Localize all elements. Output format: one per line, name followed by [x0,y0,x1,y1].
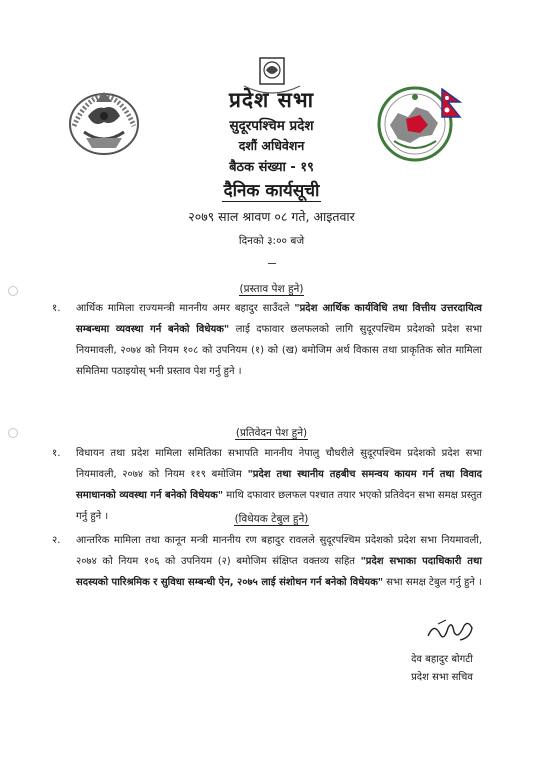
meeting-time: दिनको ३:०० बजे [238,235,305,247]
agenda-item [52,298,482,382]
agenda-item-text: विधायन तथा प्रदेश मामिला समितिका सभापति माननीय नेपालु चौधरीले सुदूरपश्चिम प्रदेशको प्रदेश सभा नियमावली, २०७४ को नियम ११९ बमोजिम "प्रदेश तथा स्थानीय तहबीच समन्वय कायम गर्न तथा विवाद समाधानको व्यवस्था गर्न बनेको विधेयक" माथि दफावार छलफल पश्चात तयार भएको प्रतिवेदन सभा समक्ष प्रस्तुत गर्नु हुने । [76,448,483,522]
agenda-item [52,530,482,593]
session-label: दशौं अधिवेशन [238,138,305,153]
agenda-item-number: २. [52,535,61,546]
section-heading-bill [0,512,543,526]
page-title-text: दैनिक कार्यसूची [223,181,320,201]
meeting-date: २०७९ साल श्रावण ०८ गते, आइतवार [188,209,355,224]
punch-hole-mark [8,286,18,296]
section-heading-text: (प्रस्ताव पेश हुने) [239,283,304,295]
section-heading-report [0,426,543,440]
agenda-item-number: १. [52,448,61,459]
signature-icon [424,616,476,646]
section-heading-text: (विधेयक टेबुल हुने) [234,513,309,525]
divider-dash [268,263,276,264]
agenda-item-text: आन्तरिक मामिला तथा कानून मन्त्री माननीय रण बहादुर रावलले सुदूरपश्चिम प्रदेशको प्रदेश सभा नियमावली, २०७४ को नियम १०६ को उपनियम (२) बमोजिम संक्षिप्त वक्तव्य सहित "प्रदेश सभाका पदाधिकारी तथा सदस्यको पारिश्रमिक र सुविधा सम्बन्धी ऐन, २०७५ लाई संशोधन गर्न बनेको विधेयक" सभा समक्ष टेबुल गर्नु हुने । [76,535,482,588]
signatory-title: प्रदेश सभा सचिव [411,672,473,683]
agenda-item-text: आर्थिक मामिला राज्यमन्त्री माननीय अमर बहादुर साउँदले "प्रदेश आर्थिक कार्यविधि तथा वित्तीय उत्तरदायित्व सम्बन्धमा व्यवस्था गर्न बनेको विधेयक" लाई दफावार छलफलको लागि सुदूरपश्चिम प्रदेशको प्रदेश सभा नियमावली, २०७४ को नियम १०८ को उपनियम (१) को (ख) बमोजिम अर्थ विकास तथा प्राकृतिक स्रोत मामिला समितिमा पठाइयोस् भनी प्रस्ताव पेश गर्नु हुने । [76,303,482,377]
signatory-name: देव बहादुर बोगटी [411,654,473,665]
page-title [0,178,543,201]
province-name: सुदूरपश्चिम प्रदेश [229,118,314,134]
meeting-number: बैठक संख्या - १९ [229,160,314,175]
section-heading-text: (प्रतिवेदन पेश हुने) [235,427,308,439]
punch-hole-mark [8,428,18,438]
section-heading-motion [0,282,543,296]
assembly-name: प्रदेश सभा [228,88,315,112]
agenda-item-number: १. [52,303,61,314]
